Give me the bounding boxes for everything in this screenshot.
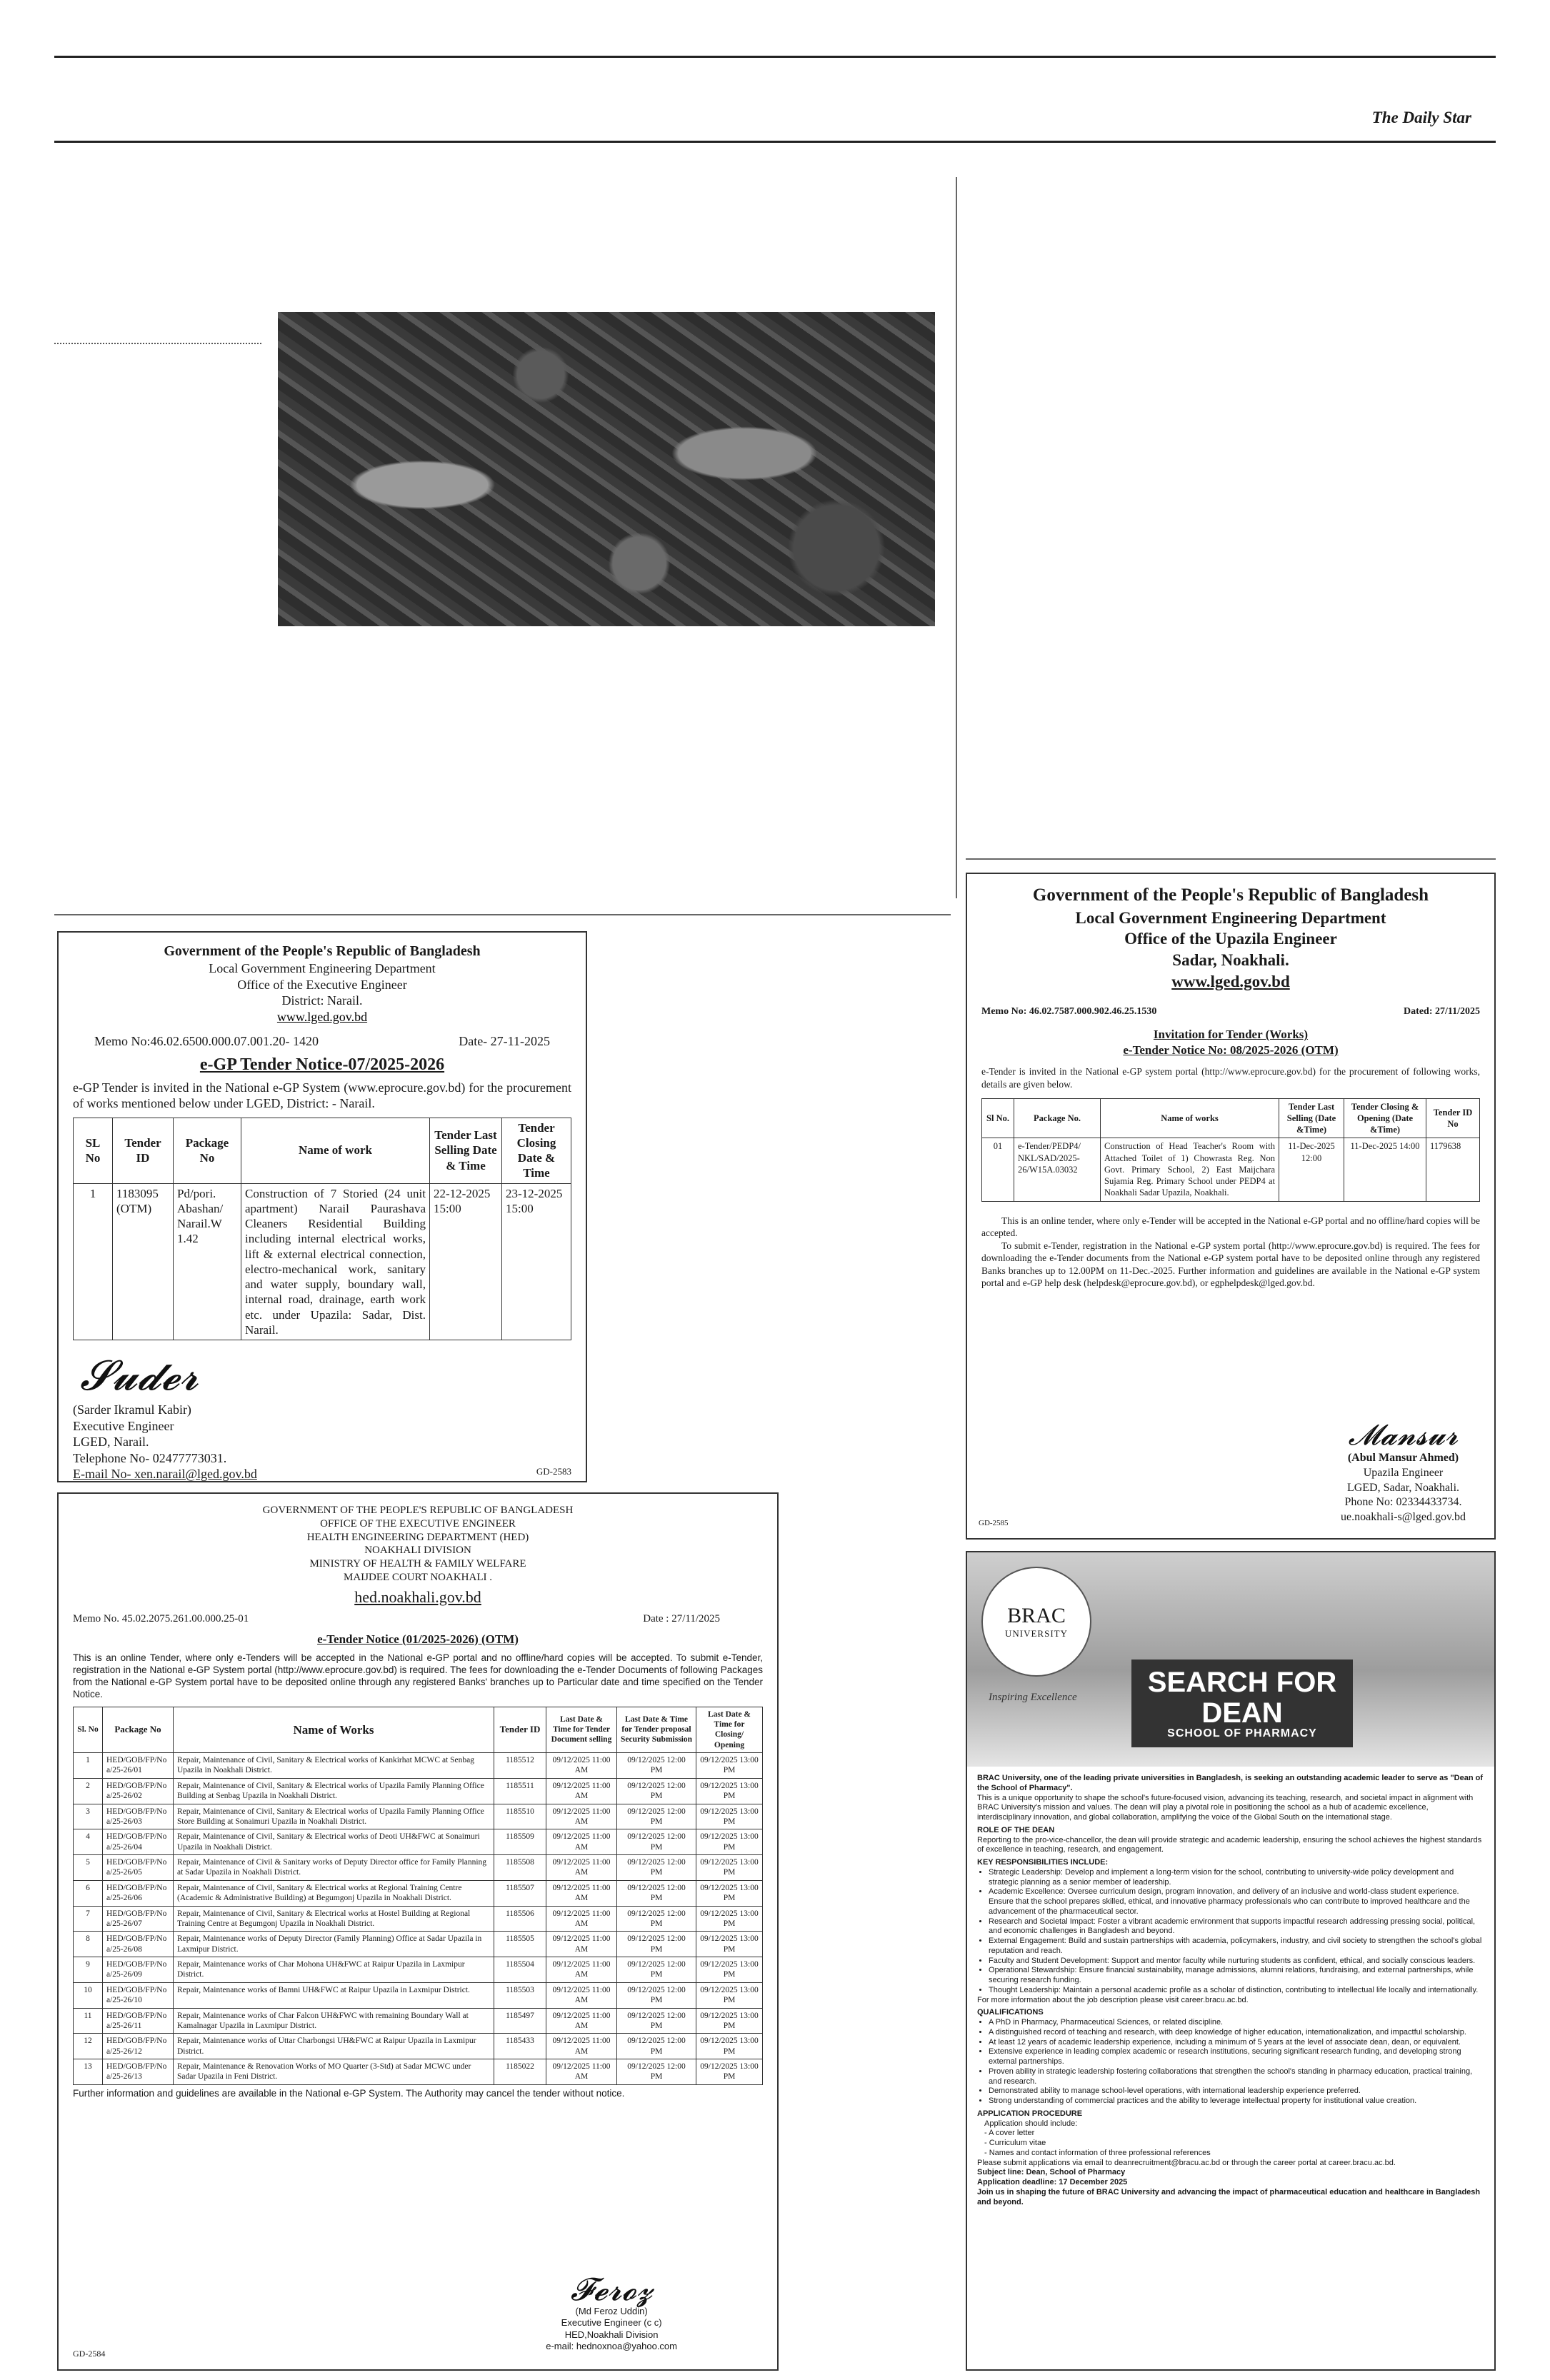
signatory-phone: Phone No: 02334433734. bbox=[1344, 1496, 1462, 1509]
headline-box bbox=[1131, 1660, 1353, 1747]
col-header: Sl. No bbox=[74, 1707, 103, 1753]
list-item: • Academic Excellence: Oversee curriculum design, program innovation, and delivery of an inclusive and world-class student experience. Ensure that the school prepares skilled, ethical, and innovative pharmacy professionals who can contribute to improved healthcare and the advancement of the pharmaceutical sector. bbox=[989, 1887, 1484, 1917]
col-header: Package No bbox=[103, 1707, 174, 1753]
responsibilities-list bbox=[977, 1868, 1484, 1996]
tender-table bbox=[73, 1707, 763, 2085]
list-item: • Operational Stewardship: Ensure financial sustainability, manage admissions, alumni relations, fundraising, and external partnerships, while securing research funding. bbox=[989, 1966, 1484, 1986]
cell-selling: 09/12/2025 11:00 AM bbox=[546, 1855, 617, 1881]
table-row bbox=[74, 1906, 763, 1932]
cell-package: e-Tender/PEDP4/ NKL/SAD/2025-26/W15A.03032 bbox=[1014, 1138, 1101, 1201]
cell-sl: 13 bbox=[74, 2059, 103, 2085]
cell-closing: 09/12/2025 13:00 PM bbox=[696, 1778, 763, 1804]
signatory-org: LGED, Sadar, Noakhali. bbox=[1346, 1481, 1460, 1494]
cell-closing: 23-12-2025 15:00 bbox=[502, 1183, 571, 1340]
notice-title: Invitation for Tender (Works) bbox=[1153, 1028, 1309, 1042]
cell-closing: 09/12/2025 13:00 PM bbox=[696, 1804, 763, 1829]
gd-number: GD-2585 bbox=[979, 1518, 1009, 1527]
table-row bbox=[74, 1183, 571, 1340]
paragraph-submit: To submit e-Tender, registration in the National e-GP system portal (http://www.eprocure.gov.bd) is required. The fees for downloading the e-Tender documents from the National e-GP system portal have to be deposited online through any registered Banks branches up to 12.00PM on 11-Dec.-2025. Further information and guidelines are available in the National e-GP system portal and e-GP help desk (helpdesk@eprocure.gov.bd), or egphelpdesk@lged.gov.bd. bbox=[981, 1240, 1480, 1289]
col-header: Tender Last Selling Date & Time bbox=[430, 1118, 502, 1183]
cell-closing: 09/12/2025 13:00 PM bbox=[696, 1753, 763, 1779]
paragraph-online: This is an online tender, where only e-Tender will be accepted in the National e-GP portal and no offline/hard copies will be accepted. bbox=[981, 1215, 1480, 1239]
cell-work: Repair, Maintenance works of Deputy Director (Family Planning) Office at Sadar Upazila in Laxmipur District. bbox=[174, 1932, 494, 1957]
application-heading: APPLICATION PROCEDURE bbox=[977, 2109, 1083, 2118]
qualifications-heading: QUALIFICATIONS bbox=[977, 2008, 1044, 2017]
gov-heading: Government of the People's Republic of Bangladesh bbox=[1032, 885, 1429, 905]
list-item: • Strategic Leadership: Develop and implement a long-term vision for the school, contributing to university-wide policy development and strategic planning as a senior member of leadership. bbox=[989, 1868, 1484, 1888]
cell-tender-id: 1185503 bbox=[494, 1982, 546, 2008]
cell-sl: 1 bbox=[74, 1183, 113, 1340]
cell-security: 09/12/2025 12:00 PM bbox=[617, 1932, 696, 1957]
col-header: Package No. bbox=[1014, 1098, 1101, 1138]
more-info: For more information about the job description please visit career.bracu.ac.bd. bbox=[977, 1995, 1249, 2004]
table-row bbox=[74, 1880, 763, 1906]
dept-line: Local Government Engineering Department bbox=[1075, 908, 1386, 927]
cell-security: 09/12/2025 12:00 PM bbox=[617, 2059, 696, 2085]
application-deadline: Application deadline: 17 December 2025 bbox=[977, 2178, 1128, 2186]
signatory-name: (Abul Mansur Ahmed) bbox=[1347, 1452, 1459, 1465]
cell-tender-id: 1185511 bbox=[494, 1778, 546, 1804]
cell-selling: 09/12/2025 11:00 AM bbox=[546, 1982, 617, 2008]
cell-sl: 11 bbox=[74, 2008, 103, 2034]
cell-selling: 09/12/2025 11:00 AM bbox=[546, 1880, 617, 1906]
cell-closing: 09/12/2025 13:00 PM bbox=[696, 1880, 763, 1906]
cell-selling: 11-Dec-2025 12:00 bbox=[1279, 1138, 1344, 1201]
col-header: Name of Works bbox=[174, 1707, 494, 1753]
cell-sl: 1 bbox=[74, 1753, 103, 1779]
memo-number: Memo No. 45.02.2075.261.00.000.25-01 bbox=[73, 1613, 249, 1625]
cell-selling: 22-12-2025 15:00 bbox=[430, 1183, 502, 1340]
submit-instructions: Please submit applications via email to deanrecruitment@bracu.ac.bd or through the career portal at career.bracu.ac.bd. bbox=[977, 2158, 1396, 2167]
table-row bbox=[74, 1829, 763, 1855]
cell-security: 09/12/2025 12:00 PM bbox=[617, 1880, 696, 1906]
website-link[interactable]: hed.noakhali.gov.bd bbox=[354, 1587, 481, 1606]
website-link[interactable]: www.lged.gov.bd bbox=[276, 1009, 368, 1024]
gov-heading: GOVERNMENT OF THE PEOPLE'S REPUBLIC OF BANGLADESH bbox=[262, 1505, 574, 1516]
list-item: • Thought Leadership: Maintain a personal academic profile as a scholar of distinction, contributing to intellectual life locally and internationally. bbox=[989, 1986, 1484, 1996]
signatory-name: (Md Feroz Uddin) bbox=[575, 2306, 648, 2316]
place-line: Sadar, Noakhali. bbox=[1172, 951, 1289, 970]
cell-sl: 01 bbox=[982, 1138, 1014, 1201]
office-line: OFFICE OF THE EXECUTIVE ENGINEER bbox=[320, 1517, 516, 1530]
col-header: Name of work bbox=[241, 1118, 430, 1183]
cell-package: HED/GOB/FP/No a/25-26/02 bbox=[103, 1778, 174, 1804]
top-rule bbox=[54, 56, 1496, 58]
headline-school: SCHOOL OF PHARMACY bbox=[1167, 1727, 1317, 1739]
cell-closing: 09/12/2025 13:00 PM bbox=[696, 1982, 763, 2008]
cell-package: HED/GOB/FP/No a/25-26/03 bbox=[103, 1804, 174, 1829]
table-row bbox=[74, 2059, 763, 2085]
signatory-email[interactable]: ue.noakhali-s@lged.gov.bd bbox=[1341, 1511, 1466, 1524]
cell-package: HED/GOB/FP/No a/25-26/05 bbox=[103, 1855, 174, 1881]
cell-selling: 09/12/2025 11:00 AM bbox=[546, 1906, 617, 1932]
signatory-email[interactable]: e-mail: hednoxnoa@yahoo.com bbox=[546, 2340, 677, 2351]
cell-sl: 12 bbox=[74, 2034, 103, 2059]
cell-package: HED/GOB/FP/No a/25-26/12 bbox=[103, 2034, 174, 2059]
cell-sl: 4 bbox=[74, 1829, 103, 1855]
logo-subtext: UNIVERSITY bbox=[1005, 1628, 1068, 1639]
cell-closing: 11-Dec-2025 14:00 bbox=[1344, 1138, 1426, 1201]
col-header: Package No bbox=[174, 1118, 241, 1183]
cell-work: Repair, Maintenance of Civil & Sanitary works of Deputy Director office for Family Planning at Sadar Upazila in Noakhali District. bbox=[174, 1855, 494, 1881]
col-header: Sl No. bbox=[982, 1098, 1014, 1138]
cell-security: 09/12/2025 12:00 PM bbox=[617, 1829, 696, 1855]
cell-security: 09/12/2025 12:00 PM bbox=[617, 1957, 696, 1983]
notice-title: e-GP Tender Notice-07/2025-2026 bbox=[199, 1055, 445, 1074]
cell-security: 09/12/2025 12:00 PM bbox=[617, 1778, 696, 1804]
list-item: • Faculty and Student Development: Support and mentor faculty while nurturing students as confident, ethical, and socially conscious leaders. bbox=[989, 1957, 1484, 1967]
cell-package: HED/GOB/FP/No a/25-26/13 bbox=[103, 2059, 174, 2085]
col-header: Tender ID bbox=[113, 1118, 174, 1183]
column-rule bbox=[956, 177, 957, 898]
cell-selling: 09/12/2025 11:00 AM bbox=[546, 1829, 617, 1855]
table-row bbox=[74, 1855, 763, 1881]
office-line: Office of the Executive Engineer bbox=[237, 977, 407, 992]
list-item: • A distinguished record of teaching and research, with deep knowledge of higher education, internationalization, and impactful scholarship. bbox=[989, 2028, 1484, 2038]
notice-intro: e-GP Tender is invited in the National e-GP System (www.eprocure.gov.bd) for the procurement of works mentioned below under LGED, District: - Narail. bbox=[73, 1080, 571, 1110]
application-item: - Names and contact information of three professional references bbox=[984, 2148, 1211, 2157]
signatory-title: Upazila Engineer bbox=[1363, 1466, 1444, 1479]
cell-package: HED/GOB/FP/No a/25-26/04 bbox=[103, 1829, 174, 1855]
cell-package: HED/GOB/FP/No a/25-26/01 bbox=[103, 1753, 174, 1779]
cell-work: Repair, Maintenance works of Uttar Charbongsi UH&FWC at Raipur Upazila in Laxmipur District. bbox=[174, 2034, 494, 2059]
signatory-org: LGED, Narail. bbox=[73, 1435, 149, 1449]
cell-security: 09/12/2025 12:00 PM bbox=[617, 2008, 696, 2034]
dotted-rule bbox=[54, 343, 261, 344]
cell-work: Repair, Maintenance of Civil, Sanitary & Electrical works of Upazila Family Planning Office Store Building at Sonaimuri Upazila in Noakhali District. bbox=[174, 1804, 494, 1829]
signatory-name: (Sarder Ikramul Kabir) bbox=[73, 1402, 191, 1417]
notice-date: Date- 27-11-2025 bbox=[459, 1034, 550, 1048]
cell-tender-id: 1185433 bbox=[494, 2034, 546, 2059]
cell-sl: 5 bbox=[74, 1855, 103, 1881]
cell-work: Repair, Maintenance works of Char Falcon UH&FWC with remaining Boundary Wall at Kamalnagar Upazila in Laxmipur District. bbox=[174, 2008, 494, 2034]
cell-package: HED/GOB/FP/No a/25-26/06 bbox=[103, 1880, 174, 1906]
cell-selling: 09/12/2025 11:00 AM bbox=[546, 1932, 617, 1957]
cell-package: HED/GOB/FP/No a/25-26/07 bbox=[103, 1906, 174, 1932]
notice-subtitle: e-Tender Notice No: 08/2025-2026 (OTM) bbox=[1123, 1043, 1339, 1058]
col-header: Name of works bbox=[1101, 1098, 1279, 1138]
cell-sl: 10 bbox=[74, 1982, 103, 2008]
cell-work: Construction of 7 Storied (24 unit apartment) Narail Paurashava Cleaners Residential Building including internal electrical works, lift & external electrical connection, electro-mechanical work, sanitary and water supply, boundary wall, internal road, drainage, earth work etc. under Upazila: Sadar, Dist. Narail. bbox=[241, 1183, 430, 1340]
footer-note: Further information and guidelines are available in the National e-GP System. The Authority may cancel the tender without notice. bbox=[73, 2087, 625, 2099]
table-row bbox=[74, 1982, 763, 2008]
cell-package: HED/GOB/FP/No a/25-26/08 bbox=[103, 1932, 174, 1957]
section-rule bbox=[54, 914, 951, 915]
cell-selling: 09/12/2025 11:00 AM bbox=[546, 2059, 617, 2085]
col-header: SL No bbox=[74, 1118, 113, 1183]
division-line: NOAKHALI DIVISION bbox=[364, 1545, 471, 1557]
cell-selling: 09/12/2025 11:00 AM bbox=[546, 2034, 617, 2059]
col-header: Last Date & Time for Tender Document selling bbox=[546, 1707, 617, 1753]
signatory-email[interactable]: E-mail No- xen.narail@lged.gov.bd bbox=[73, 1467, 257, 1481]
closing-line: Join us in shaping the future of BRAC University and advancing the impact of pharmaceutical education and healthcare in Bangladesh and beyond. bbox=[977, 2187, 1481, 2206]
cell-tender-id: 1185512 bbox=[494, 1753, 546, 1779]
cell-work: Repair, Maintenance of Civil, Sanitary & Electrical works of Deoti UH&FWC at Sonaimuri Upazila in Noakhali District. bbox=[174, 1829, 494, 1855]
cell-closing: 09/12/2025 13:00 PM bbox=[696, 2034, 763, 2059]
tagline: Inspiring Excellence bbox=[989, 1692, 1077, 1703]
cell-work: Repair, Maintenance & Renovation Works of MO Quarter (3-Std) at Sadar MCWC under Sadar Upazila in Feni District. bbox=[174, 2059, 494, 2085]
cell-tender-id: 1185507 bbox=[494, 1880, 546, 1906]
cell-tender-id: 1185505 bbox=[494, 1932, 546, 1957]
cell-work: Repair, Maintenance works of Bamni UH&FWC at Raipur Upazila in Laxmipur District. bbox=[174, 1982, 494, 2008]
website-link[interactable]: www.lged.gov.bd bbox=[1171, 973, 1290, 991]
tender-table bbox=[981, 1098, 1480, 1202]
cell-closing: 09/12/2025 13:00 PM bbox=[696, 1855, 763, 1881]
cell-selling: 09/12/2025 11:00 AM bbox=[546, 1957, 617, 1983]
col-header: Tender ID bbox=[494, 1707, 546, 1753]
intro: BRAC University, one of the leading private universities in Bangladesh, is seeking an outstanding academic leader to serve as "Dean of the School of Pharmacy". bbox=[977, 1774, 1483, 1792]
cell-selling: 09/12/2025 11:00 AM bbox=[546, 1778, 617, 1804]
cell-sl: 7 bbox=[74, 1906, 103, 1932]
cell-security: 09/12/2025 12:00 PM bbox=[617, 2034, 696, 2059]
list-item: • At least 12 years of academic leadership experience, including a minimum of 5 years at the level of associate dean, dean, or equivalent. bbox=[989, 2038, 1484, 2048]
notice-intro: e-Tender is invited in the National e-GP system portal (http://www.eprocure.gov.bd) for the procurement of following works, details are given below. bbox=[981, 1066, 1480, 1090]
signatory-title: Executive Engineer (c c) bbox=[561, 2317, 662, 2329]
application-item: - Curriculum vitae bbox=[984, 2139, 1046, 2147]
table-row bbox=[74, 2034, 763, 2059]
headline-dean: DEAN bbox=[1201, 1697, 1283, 1729]
list-item: • Demonstrated ability to manage school-level operations, with international leadership experience preferred. bbox=[989, 2087, 1484, 2097]
list-item: • Proven ability in strategic leadership fostering collaborations that strengthen the school's standing in pharmacy education, practical training, and research. bbox=[989, 2067, 1484, 2087]
table-row bbox=[74, 1753, 763, 1779]
table-row bbox=[982, 1138, 1480, 1201]
subject-line: Subject line: Dean, School of Pharmacy bbox=[977, 2168, 1126, 2177]
gd-number: GD-2583 bbox=[536, 1466, 571, 1477]
cell-package: HED/GOB/FP/No a/25-26/11 bbox=[103, 2008, 174, 2034]
section-rule-right bbox=[966, 858, 1496, 860]
tender-notice-lged-narail bbox=[57, 931, 587, 1482]
cell-security: 09/12/2025 12:00 PM bbox=[617, 1855, 696, 1881]
role-text: Reporting to the pro-vice-chancellor, the dean will provide strategic and academic leadership, ensuring the school achieves the highest standards of excellence in teaching, research, and engagement. bbox=[977, 1835, 1482, 1854]
headline-search: SEARCH FOR bbox=[1147, 1667, 1337, 1698]
cell-tender-id: 1179638 bbox=[1426, 1138, 1480, 1201]
cell-tender-id: 1185510 bbox=[494, 1804, 546, 1829]
list-item: • A PhD in Pharmacy, Pharmaceutical Sciences, or related discipline. bbox=[989, 2018, 1484, 2028]
intro-detail: This is a unique opportunity to shape the school's future-focused vision, advancing its teaching, research, and societal impact in alignment with BRAC University's mission and values. The dean will play a pivotal role in positioning the school as a hub of academic excellence, interdisciplinary innovation, and global collaboration, amplifying the voice of the Global South on the international stage. bbox=[977, 1793, 1474, 1822]
col-header: Tender ID No bbox=[1426, 1098, 1480, 1138]
cell-tender-id: 1183095 (OTM) bbox=[113, 1183, 174, 1340]
cell-work: Repair, Maintenance of Civil, Sanitary & Electrical works at Hostel Building at Regional Training Centre at Begumgonj Upazila in Noakhali District. bbox=[174, 1906, 494, 1932]
role-heading: ROLE OF THE DEAN bbox=[977, 1825, 1055, 1834]
cell-tender-id: 1185509 bbox=[494, 1829, 546, 1855]
list-item: • Extensive experience in leading complex academic or research institutions, securing significant research funding, and developing strong external partnerships. bbox=[989, 2047, 1484, 2067]
memo-number: Memo No: 46.02.7587.000.902.46.25.1530 bbox=[981, 1006, 1157, 1018]
col-header: Last Date & Time for Tender proposal Security Submission bbox=[617, 1707, 696, 1753]
news-photo bbox=[278, 312, 935, 626]
cell-closing: 09/12/2025 13:00 PM bbox=[696, 1932, 763, 1957]
brac-logo bbox=[981, 1567, 1091, 1677]
cell-tender-id: 1185508 bbox=[494, 1855, 546, 1881]
address-line: MAIJDEE COURT NOAKHALI . bbox=[344, 1571, 492, 1583]
cell-work: Repair, Maintenance of Civil, Sanitary & Electrical works at Regional Training Centre (Academic & Administrative Building) at Begumgonj Upazila in Noakhali District. bbox=[174, 1880, 494, 1906]
cell-tender-id: 1185022 bbox=[494, 2059, 546, 2085]
signatory-title: Executive Engineer bbox=[73, 1418, 174, 1433]
tender-table bbox=[73, 1118, 571, 1341]
col-header: Tender Closing Date & Time bbox=[502, 1118, 571, 1183]
cell-tender-id: 1185497 bbox=[494, 2008, 546, 2034]
col-header: Last Date & Time for Closing/ Opening bbox=[696, 1707, 763, 1753]
table-row bbox=[74, 1804, 763, 1829]
list-item: • External Engagement: Build and sustain partnerships with academia, policymakers, industry, and civil society to strengthen the school's global reputation and reach. bbox=[989, 1937, 1484, 1957]
cell-selling: 09/12/2025 11:00 AM bbox=[546, 1804, 617, 1829]
masthead-logo: The Daily Star bbox=[1371, 109, 1471, 126]
signature: 𝓜𝓪𝓷𝓼𝓾𝓻 bbox=[1348, 1419, 1459, 1452]
logo-text: BRAC bbox=[1007, 1604, 1066, 1627]
cell-sl: 2 bbox=[74, 1778, 103, 1804]
signature: 𝓕𝓮𝓻𝓸𝔃 bbox=[570, 2272, 653, 2307]
cell-security: 09/12/2025 12:00 PM bbox=[617, 1753, 696, 1779]
header-rule bbox=[54, 141, 1496, 143]
gov-heading: Government of the People's Republic of Bangladesh bbox=[164, 943, 481, 959]
list-item: • Strong understanding of commercial practices and the ability to leverage intellectual property for institutional value creation. bbox=[989, 2097, 1484, 2107]
cell-package: HED/GOB/FP/No a/25-26/10 bbox=[103, 1982, 174, 2008]
cell-closing: 09/12/2025 13:00 PM bbox=[696, 1829, 763, 1855]
cell-package: HED/GOB/FP/No a/25-26/09 bbox=[103, 1957, 174, 1983]
tender-notice-lged-noakhali bbox=[966, 873, 1496, 1540]
cell-security: 09/12/2025 12:00 PM bbox=[617, 1906, 696, 1932]
cell-security: 09/12/2025 12:00 PM bbox=[617, 1982, 696, 2008]
notice-date: Dated: 27/11/2025 bbox=[1404, 1006, 1480, 1018]
cell-closing: 09/12/2025 13:00 PM bbox=[696, 2008, 763, 2034]
table-row bbox=[74, 1932, 763, 1957]
application-intro: Application should include: bbox=[984, 2119, 1078, 2128]
brac-university-ad bbox=[966, 1551, 1496, 2371]
ministry-line: MINISTRY OF HEALTH & FAMILY WELFARE bbox=[309, 1558, 526, 1570]
col-header: Tender Last Selling (Date &Time) bbox=[1279, 1098, 1344, 1138]
table-row bbox=[74, 1778, 763, 1804]
qualifications-list bbox=[977, 2018, 1484, 2107]
cell-work: Repair, Maintenance of Civil, Sanitary & Electrical works of Kankirhat MCWC at Senbag Upazila in Noakhali District. bbox=[174, 1753, 494, 1779]
cell-selling: 09/12/2025 11:00 AM bbox=[546, 1753, 617, 1779]
office-line: Office of the Upazila Engineer bbox=[1124, 930, 1337, 948]
signature: 𝓢𝓾𝓭𝓮𝓻 bbox=[80, 1352, 199, 1399]
cell-closing: 09/12/2025 13:00 PM bbox=[696, 2059, 763, 2085]
signatory-org: HED,Noakhali Division bbox=[564, 2329, 659, 2340]
table-row bbox=[74, 2008, 763, 2034]
cell-sl: 9 bbox=[74, 1957, 103, 1983]
tender-notice-hed-noakhali bbox=[57, 1492, 779, 2371]
responsibilities-heading: KEY RESPONSIBILITIES INCLUDE: bbox=[977, 1858, 1109, 1867]
cell-work: Repair, Maintenance of Civil, Sanitary & Electrical works of Upazila Family Planning Office Building at Senbag Upazila in Noakhali District. bbox=[174, 1778, 494, 1804]
cell-tender-id: 1185506 bbox=[494, 1906, 546, 1932]
cell-sl: 6 bbox=[74, 1880, 103, 1906]
gd-number: GD-2584 bbox=[73, 2349, 106, 2359]
cell-tender-id: 1185504 bbox=[494, 1957, 546, 1983]
notice-date: Date : 27/11/2025 bbox=[643, 1613, 720, 1625]
cell-closing: 09/12/2025 13:00 PM bbox=[696, 1906, 763, 1932]
notice-intro: This is an online Tender, where only e-Tenders will be accepted in the National e-GP portal and no offline/hard copies will be accepted. To submit e-Tender, registration in the National e-GP System portal (http://www.eprocure.gov.bd) is required. The fees for downloading the e-Tender Documents of following Packages from the National e-GP System portal have to be deposited online through any registered Banks' branches up to Particular date and time specified on the Tender Notice. bbox=[73, 1652, 763, 1699]
memo-number: Memo No:46.02.6500.000.07.001.20- 1420 bbox=[94, 1034, 319, 1048]
district-line: District: Narail. bbox=[281, 993, 363, 1008]
cell-sl: 3 bbox=[74, 1804, 103, 1829]
cell-security: 09/12/2025 12:00 PM bbox=[617, 1804, 696, 1829]
table-row bbox=[74, 1957, 763, 1983]
signatory-phone: Telephone No- 02477773031. bbox=[73, 1450, 227, 1465]
cell-package: Pd/pori. Abashan/ Narail.W 1.42 bbox=[174, 1183, 241, 1340]
dept-line: Local Government Engineering Department bbox=[209, 961, 436, 975]
cell-sl: 8 bbox=[74, 1932, 103, 1957]
application-item: - A cover letter bbox=[984, 2129, 1035, 2138]
banner-image bbox=[967, 1552, 1494, 1767]
cell-work: Repair, Maintenance works of Char Mohona UH&FWC at Raipur Upazila in Laxmipur District. bbox=[174, 1957, 494, 1983]
col-header: Tender Closing & Opening (Date &Time) bbox=[1344, 1098, 1426, 1138]
dept-line: HEALTH ENGINEERING DEPARTMENT (HED) bbox=[306, 1531, 529, 1543]
list-item: • Research and Societal Impact: Foster a vibrant academic environment that supports impactful research addressing pressing social, political, and economic challenges in Bangladesh and beyond. bbox=[989, 1917, 1484, 1937]
cell-work: Construction of Head Teacher's Room with Attached Toilet of 1) Chowrasta Reg. Non Govt. Primary School, 2) East Maijchara Sujamia Reg. Primary School under PEDP4 at Noakhali Sadar Upazila, Noakhali. bbox=[1101, 1138, 1279, 1201]
cell-closing: 09/12/2025 13:00 PM bbox=[696, 1957, 763, 1983]
notice-title: e-Tender Notice (01/2025-2026) (OTM) bbox=[317, 1632, 519, 1646]
cell-selling: 09/12/2025 11:00 AM bbox=[546, 2008, 617, 2034]
